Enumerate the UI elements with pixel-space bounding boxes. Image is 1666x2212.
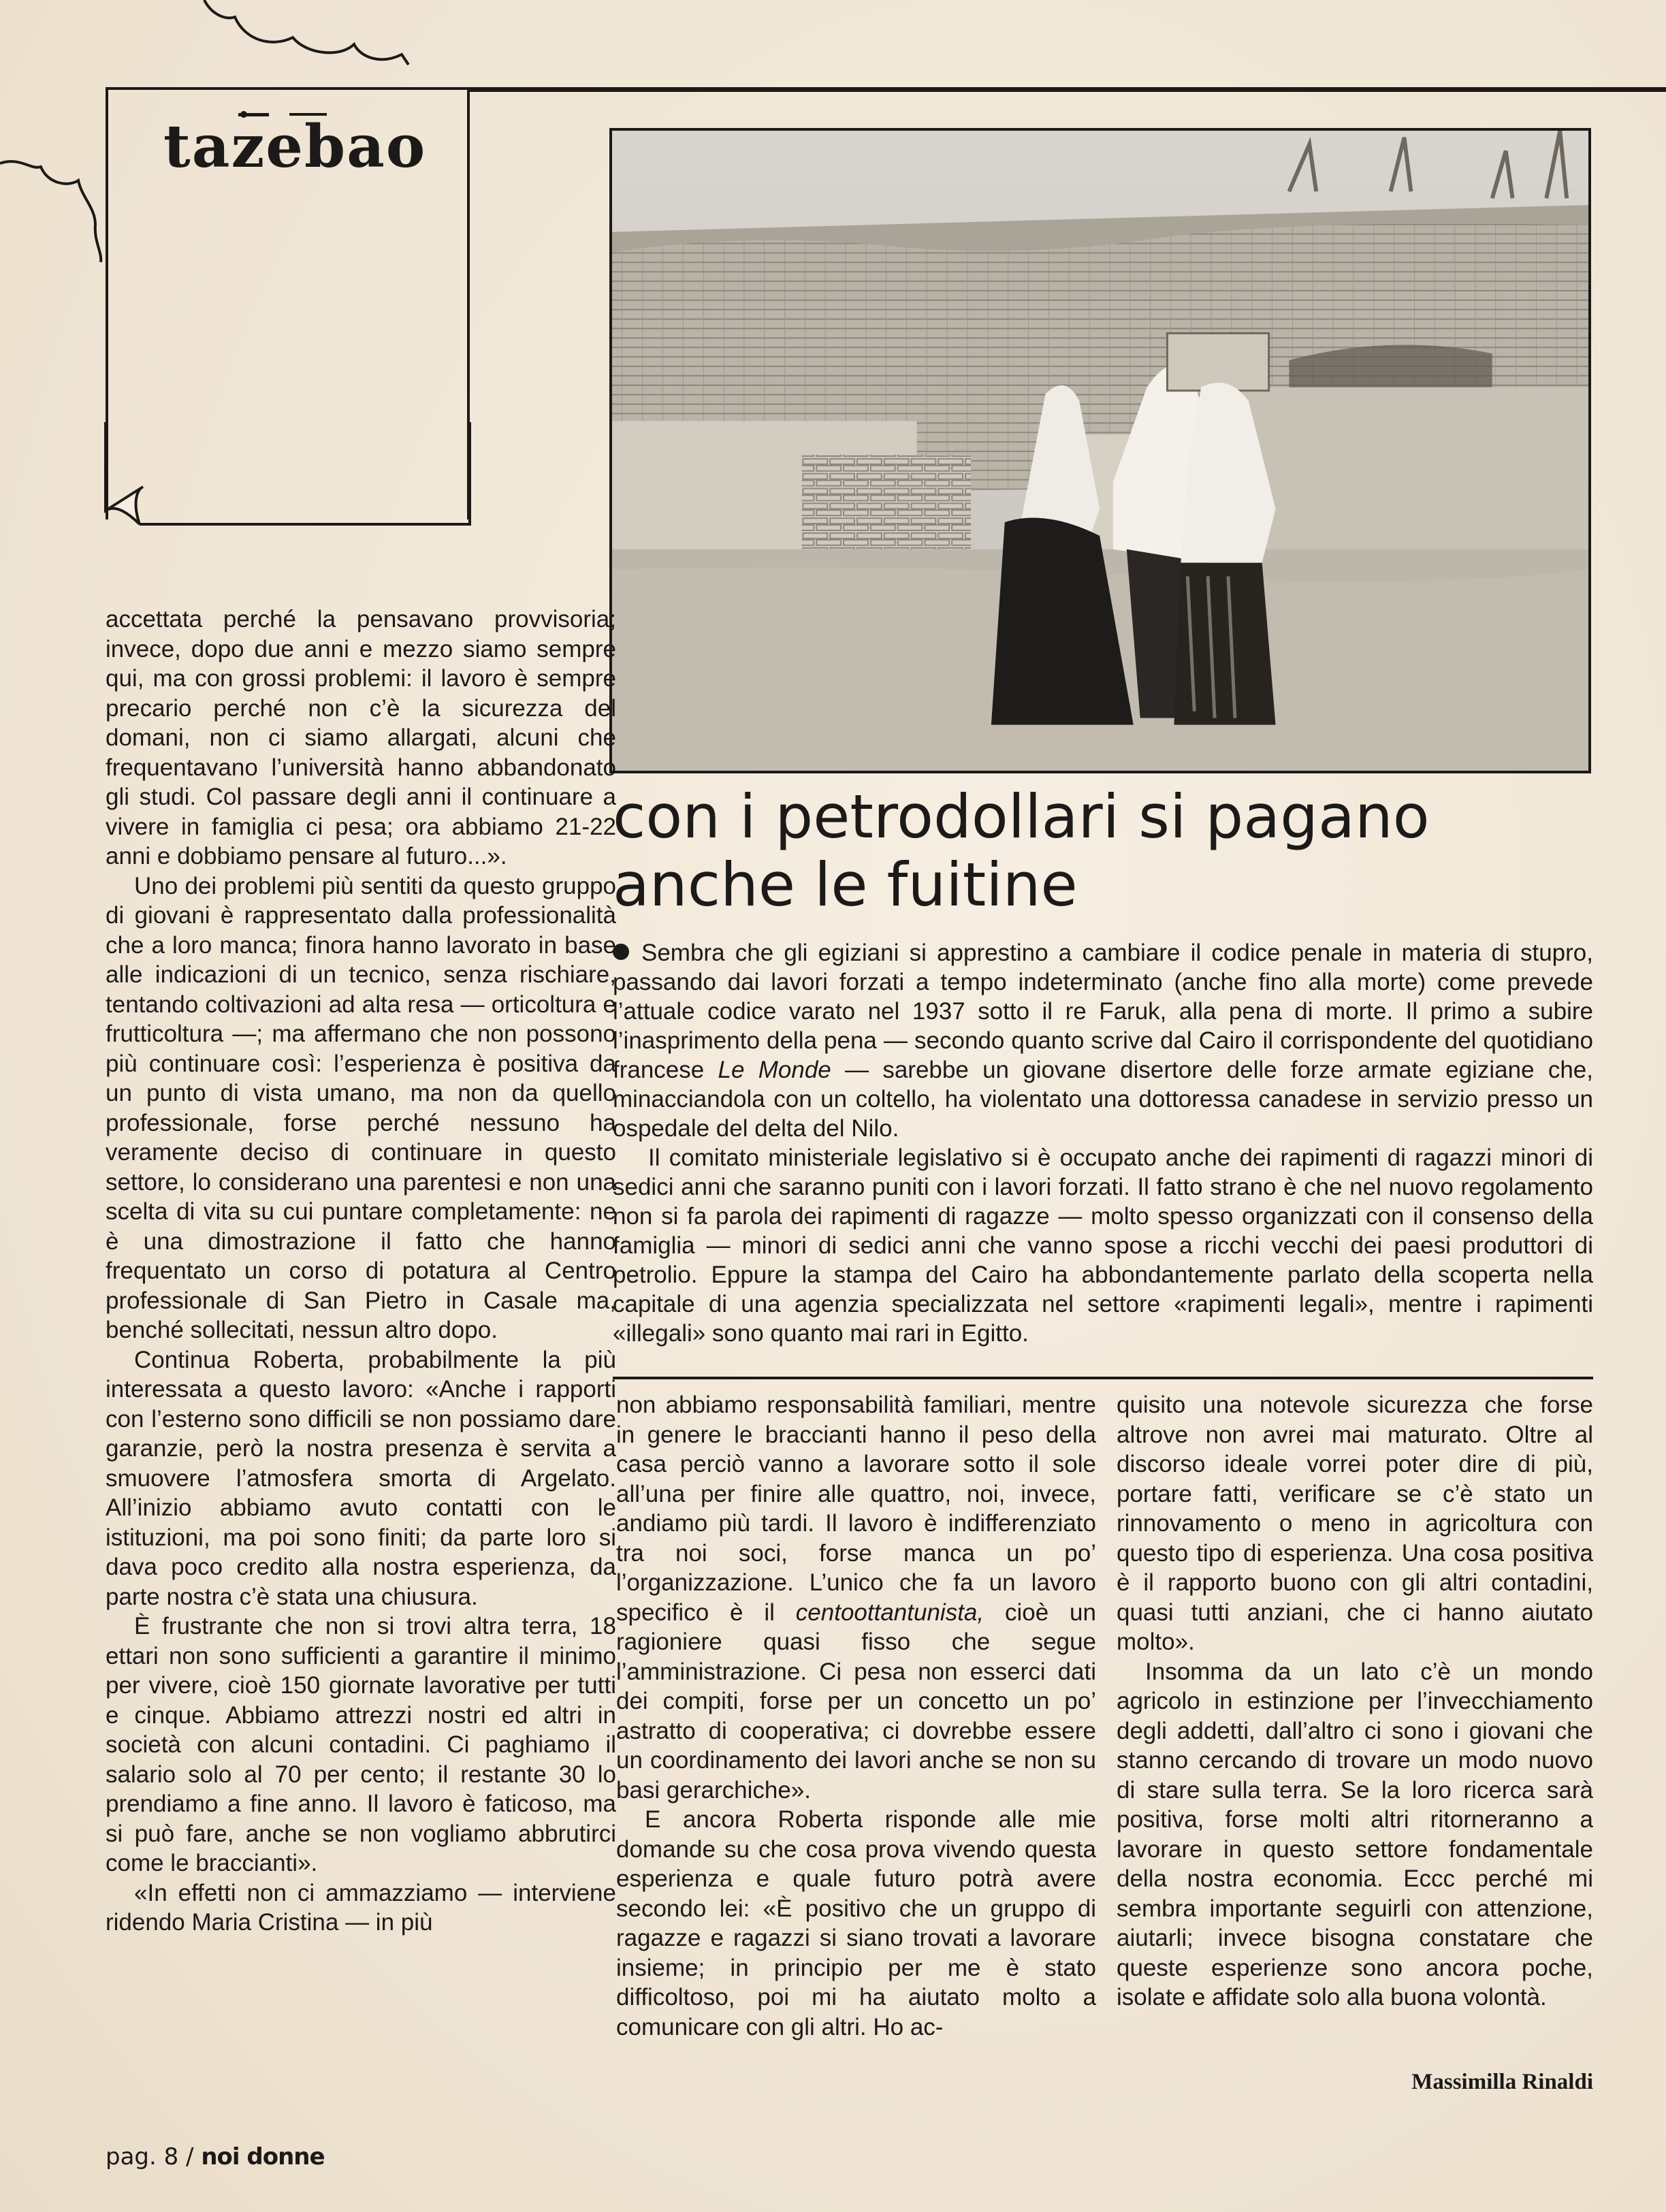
section-logo: tazebao — [163, 112, 427, 181]
magazine-name: noi donne — [201, 2143, 325, 2170]
column-3 — [1117, 1390, 1593, 2013]
lead-article — [613, 938, 1593, 1348]
column-1-paragraph-3: Continua Roberta, probabilmente la più interessata a questo lavoro: «Anche i rapporti con l’esterno sono difficili se non possiamo dare garanzie, però la nostra presenza è servita a smuovere l’atmosfera smorta di Argelato. All’inizio abbiamo avuto contatti con le istituzioni, ma poi sono finiti; da parte loro si dava poco credito alla nostra esperienza, da parte nostra c’è stata una chiusura. — [106, 1346, 616, 1610]
lead-paragraph-2: Il comitato ministeriale legislativo si è occupato anche dei rapimenti di ragazzi minori di sedici anni che saranno puniti con i lavori forzati. Il fatto strano è che nel nuovo regolamento non si fa parola dei rapimenti di ragazze — molto spesso organizzati con il consenso della famiglia — minori di sedici anni che vanno spose a ricchi vecchi dei paesi produttori di petrolio. Eppure la stampa del Cairo ha abbondantemente parlato della scoperta nella capitale di una agenzia specializzata nel settore «rapimenti legali», mentre i rapimenti «illegali» sono quanto mai rari in Egitto. — [613, 1144, 1593, 1347]
column-1-paragraph-5: «In effetti non ci ammazziamo — interviene ridendo Maria Cristina — in più — [106, 1879, 616, 1936]
photo-egypt-village-icon — [612, 131, 1588, 771]
column-1-paragraph-1: accettata perché la pensavano provvisoria; invece, dopo due anni e mezzo siamo sempre qui, ma con grossi problemi: il lavoro è sempre precario perché non c’è la sicurezza del domani, non ci siamo allargati, alcuni che frequentavano l’università hanno abbandonato gli studi. Col passare degli anni il continuare a vivere in famiglia ci pesa; ora abbiamo 21-22 anni e dobbiamo pensare al futuro...». — [106, 606, 616, 869]
lead-divider — [613, 1377, 1593, 1379]
headline — [613, 783, 1593, 919]
headline-line-1: con i petrodollari si pagano — [613, 782, 1430, 852]
column-2 — [616, 1390, 1096, 2042]
column-2-emphasis: centoottantunista, — [795, 1599, 984, 1626]
headline-line-2: anche le fuitine — [613, 850, 1078, 920]
column-1-paragraph-2: Uno dei problemi più sentiti da questo gruppo di giovani è rappresentato dalla professionalità che a loro manca; finora hanno lavorato in base alle indicazioni di un tecnico, senza rischiare, tentando coltivazioni ad alta resa — orticoltura e frutticoltura —; ma affermano che non possono più continuare così: l’esperienza è positiva da un punto di vista umano, ma non da quello professionale, forse perché nessuno ha veramente deciso di continuare in questo settore, lo considerano una parentesi e non una scelta di vita su cui puntare completamente: ne è una dimostrazione il fatto che hanno frequentato un corso di potatura al Centro professionale di San Pietro in Casale ma, benché sollecitati, nessun altro dopo. — [106, 872, 616, 1343]
column-1 — [106, 605, 616, 1938]
news-photo — [609, 128, 1591, 773]
newspaper-name: Le Monde — [718, 1057, 831, 1083]
column-2-paragraph-1: non abbiamo responsabilità familiari, mentre in genere le braccianti hanno il peso della casa perciò vanno a lavorare sotto il sole all’una per finire alle quattro, noi, invece, andiamo più tardi. Il lavoro è indifferenziato tra noi soci, forse manca un po’ l’organizzazione. L’unico che fa un lavoro specifico è il centoottantunista, cioè un ragioniere quasi fisso che segue l’amministrazione. Ci pesa non esserci dati dei compiti, forse per un concetto un po’ astratto di cooperativa; ci dovrebbe essere un coordinamento dei lavori anche se non su basi gerarchiche». — [616, 1392, 1096, 1804]
lead-paragraph-1: Sembra che gli egiziani si apprestino a cambiare il codice penale in materia di stupro, passando dai lavori forzati a tempo indeterminato (anche fino alla morte) come prevede l’attuale codice varato nel 1937 sotto il re Faruk, alla pena di morte. Il primo a subire l’inasprimento della pena — secondo quanto scrive dal Cairo il corrispondente del quotidiano francese Le Monde — sarebbe un giovane disertore delle forze armate egiziane che, minacciandola con un coltello, ha violentato una dottoressa canadese in servizio presso un ospedale del delta del Nilo. — [613, 940, 1593, 1142]
top-rule — [470, 87, 1666, 92]
column-1-paragraph-4: È frustrante che non si trovi altra terra, 18 ettari non sono sufficienti a garantire il minimo per vivere, cioè 150 giornate lavorative per tutti e cinque. Abbiamo attrezzi nostri ed altri in società con alcuni contadini. Ci paghiamo il salario solo al 70 per cento; il restante 30 lo prendiamo a fine anno. Il lavoro è faticoso, ma si può fare, anche se non vogliamo abbrutirci come le braccianti». — [106, 1613, 616, 1876]
paper-curl-decoration — [102, 422, 483, 538]
column-3-paragraph-1: quisito una notevole sicurezza che forse altrove non avrei mai maturato. Oltre al discorso ideale vorrei poter dire di più, portare fatti, verificare se c’è stato un rinnovamento o meno in agricoltura con questo tipo di esperienza. Una cosa positiva è il rapporto buono con gli altri contadini, quasi tutti anziani, che ci hanno aiutato molto». — [1117, 1392, 1593, 1655]
page-number: pag. 8 / — [106, 2143, 194, 2170]
page-footer — [106, 2143, 325, 2170]
author-signature: Massimilla Rinaldi — [1411, 2070, 1593, 2094]
column-2-paragraph-2: E ancora Roberta risponde alle mie domande su che cosa prova vivendo questa esperienza e quale futuro potrà avere secondo lei: «È positivo che un gruppo di ragazze e ragazzi si siano trovati a lavorare insieme; in principio per me è stato difficoltoso, poi mi ha aiutato molto a comunicare con gli altri. Ho ac- — [616, 1806, 1096, 2040]
column-3-paragraph-2: Insomma da un lato c’è un mondo agricolo in estinzione per l’invecchiamento degli addetti, dall’altro ci sono i giovani che stanno cercando di trovare un modo nuovo di stare sulla terra. Se la loro ricerca sarà positiva, forse molti altri ritorneranno a lavorare in questo settore fondamentale della nostra economia. Eccc perché mi sembra importante seguirli con attenzione, aiutarli; invece bisogna constatare che queste esperienze sono ancora poche, isolate e affidate solo alla buona volontà. — [1117, 1658, 1593, 2010]
